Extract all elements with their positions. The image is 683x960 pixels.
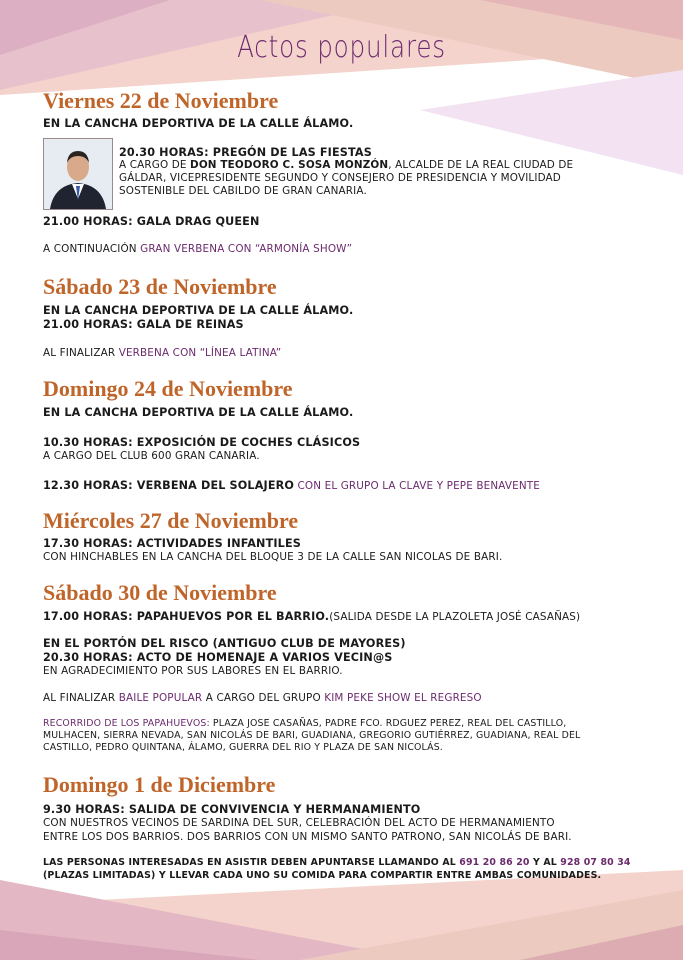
papahuevos-line: 17.00 HORAS: PAPAHUEVOS POR EL BARRIO.(SALIDA DESDE LA PLAZOLETA JOSÉ CASAÑAS) xyxy=(43,610,581,623)
pregon-line-2: GÁLDAR, VICEPRESIDENTE SEGUNDO Y CONSEJERO DE PRESIDENCIA Y MOVILIDAD xyxy=(119,172,561,184)
salida-line-1: CON NUESTROS VECINOS DE SARDINA DEL SUR, CELEBRACIÓN DEL ACTO DE HERMANAMIENTO xyxy=(43,817,555,829)
recorrido-line-1: RECORRIDO DE LOS PAPAHUEVOS: PLAZA JOSE CASAÑAS, PADRE FCO. RDGUEZ PEREZ, REAL DEL CASTILLO, xyxy=(43,718,567,729)
info-line-1: LAS PERSONAS INTERESADAS EN ASISTIR DEBEN APUNTARSE LLAMANDO AL 691 20 86 20 Y AL 928 07 80 34 xyxy=(43,857,631,868)
recorrido-line-3: CASTILLO, PEDRO QUINTANA, ÁLAMO, GUERRA DEL RIO Y PLAZA DE SAN NICOLÁS. xyxy=(43,742,443,753)
salida-heading: 9.30 HORAS: SALIDA DE CONVIVENCIA Y HERMANAMIENTO xyxy=(43,803,421,816)
speaker-photo xyxy=(43,138,113,210)
actividades-heading: 17.30 HORAS: ACTIVIDADES INFANTILES xyxy=(43,537,301,550)
day-heading-miercoles-27: Miércoles 27 de Noviembre xyxy=(43,508,299,533)
page-title: Actos populares xyxy=(237,30,446,65)
baile-popular-line: AL FINALIZAR BAILE POPULAR A CARGO DEL GRUPO KIM PEKE SHOW EL REGRESO xyxy=(43,692,482,704)
pregon-line-1: A CARGO DE DON TEODORO C. SOSA MONZÓN, ALCALDE DE LA REAL CIUDAD DE xyxy=(119,159,574,171)
venue-text: EN LA CANCHA DEPORTIVA DE LA CALLE ÁLAMO. xyxy=(43,406,354,419)
info-line-2: (PLAZAS LIMITADAS) Y LLEVAR CADA UNO SU COMIDA PARA COMPARTIR ENTRE AMBAS COMUNIDADES. xyxy=(43,870,602,881)
day-heading-viernes: Viernes 22 de Noviembre xyxy=(43,88,279,113)
homenaje-sub: EN AGRADECIMIENTO POR SUS LABORES EN EL BARRIO. xyxy=(43,665,343,677)
exposicion-sub: A CARGO DEL CLUB 600 GRAN CANARIA. xyxy=(43,450,260,462)
salida-line-2: ENTRE LOS DOS BARRIOS. DOS BARRIOS CON UN MISMO SANTO PATRONO, SAN NICOLÁS DE BARI. xyxy=(43,831,572,843)
pregon-line-3: SOSTENIBLE DEL CABILDO DE GRAN CANARIA. xyxy=(119,185,367,197)
venue-text: EN LA CANCHA DEPORTIVA DE LA CALLE ÁLAMO. xyxy=(43,117,354,130)
day-heading-domingo-24: Domingo 24 de Noviembre xyxy=(43,376,293,401)
exposicion-heading: 10.30 HORAS: EXPOSICIÓN DE COCHES CLÁSICOS xyxy=(43,436,361,449)
gala-drag-queen: 21.00 HORAS: GALA DRAG QUEEN xyxy=(43,215,260,228)
finalizar-line: AL FINALIZAR VERBENA CON “LÍNEA LATINA” xyxy=(43,347,282,359)
recorrido-line-2: MULHACEN, SIERRA NEVADA, SAN NICOLÁS DE BARI, GUADIANA, GREGORIO GUTIÉRREZ, GUADIANA, REAL DEL xyxy=(43,730,581,741)
day-heading-sabado-30: Sábado 30 de Noviembre xyxy=(43,580,277,605)
verbena-solajero-line: 12.30 HORAS: VERBENA DEL SOLAJERO CON EL GRUPO LA CLAVE Y PEPE BENAVENTE xyxy=(43,479,541,492)
venue-text: EN LA CANCHA DEPORTIVA DE LA CALLE ÁLAMO. xyxy=(43,304,354,317)
pregon-heading: 20.30 HORAS: PREGÓN DE LAS FIESTAS xyxy=(119,146,372,159)
porton-line: EN EL PORTÓN DEL RISCO (ANTIGUO CLUB DE MAYORES) xyxy=(43,637,406,650)
day-heading-sabado-23: Sábado 23 de Noviembre xyxy=(43,274,277,299)
day-heading-domingo-1: Domingo 1 de Diciembre xyxy=(43,772,276,797)
homenaje-heading: 20.30 HORAS: ACTO DE HOMENAJE A VARIOS VECIN@S xyxy=(43,651,393,664)
actividades-sub: CON HINCHABLES EN LA CANCHA DEL BLOQUE 3 DE LA CALLE SAN NICOLAS DE BARI. xyxy=(43,551,503,563)
gala-reinas: 21.00 HORAS: GALA DE REINAS xyxy=(43,318,244,331)
continuacion-line: A CONTINUACIÓN GRAN VERBENA CON “ARMONÍA SHOW” xyxy=(43,243,353,255)
